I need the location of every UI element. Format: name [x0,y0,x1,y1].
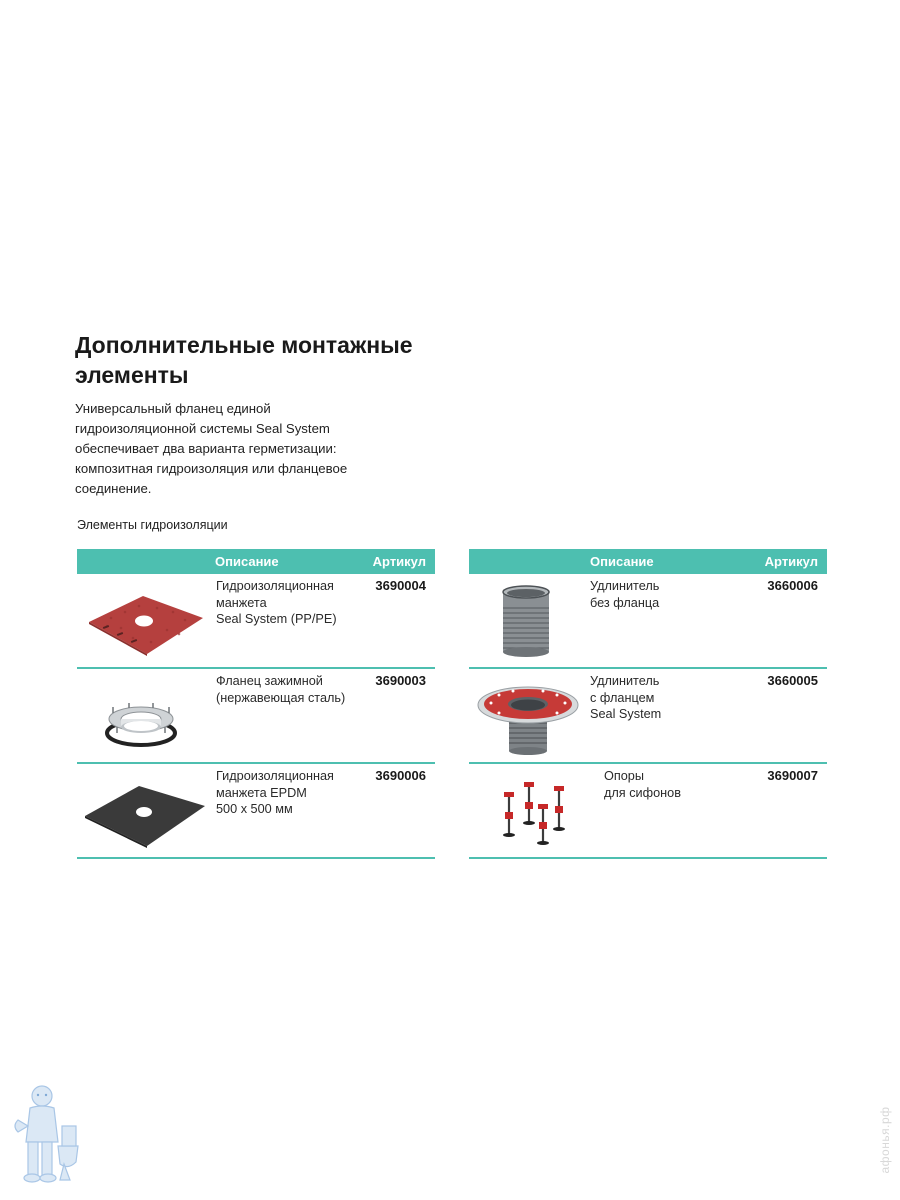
row-article: 3660006 [767,578,818,593]
table-header [469,549,827,574]
table-row [469,764,827,859]
siphon-supports-icon [473,772,598,850]
flanged-extension-icon [473,677,598,755]
black-membrane-sheet-icon [81,772,206,850]
table-row [469,574,827,669]
waterproofing-table-left [77,549,435,859]
intro-paragraph: Универсальный фланец единой гидроизоляционной системы Seal System обеспечивает два варианта герметизации: композитная гидроизоляция или фланцевое соединение. [75,401,348,496]
row-description: Фланец зажимной (нержавеющая сталь) [216,674,346,705]
header-article: Артикул [372,554,426,569]
red-membrane-sheet-icon [81,582,206,660]
table-header [77,549,435,574]
row-article: 3690004 [375,578,426,593]
header-description: Описание [215,554,279,569]
table-row [77,764,435,859]
table-row [77,574,435,669]
header-description: Описание [590,554,654,569]
row-description: Удлинитель с фланцем Seal System [590,674,662,721]
row-description: Удлинитель без фланца [590,579,660,610]
row-description: Гидроизоляционная манжета EPDM 500 x 500 мм [216,769,334,816]
section-label: Элементы гидроизоляции [77,518,228,532]
table-row [469,669,827,764]
row-description: Гидроизоляционная манжета Seal System (PP/PE) [216,579,337,626]
plumber-mascot-logo [8,1080,84,1188]
row-article: 3690007 [767,768,818,783]
row-article: 3690006 [375,768,426,783]
page-title: Дополнительные монтажные элементы [75,332,413,388]
table-row [77,669,435,764]
row-article: 3690003 [375,673,426,688]
extension-tube-icon [473,582,598,660]
site-watermark: афонья.рф [878,1106,892,1174]
waterproofing-table-right [469,549,827,859]
row-article: 3660005 [767,673,818,688]
header-article: Артикул [764,554,818,569]
clamp-flange-icon [81,677,206,755]
row-description: Опоры для сифонов [604,769,681,800]
